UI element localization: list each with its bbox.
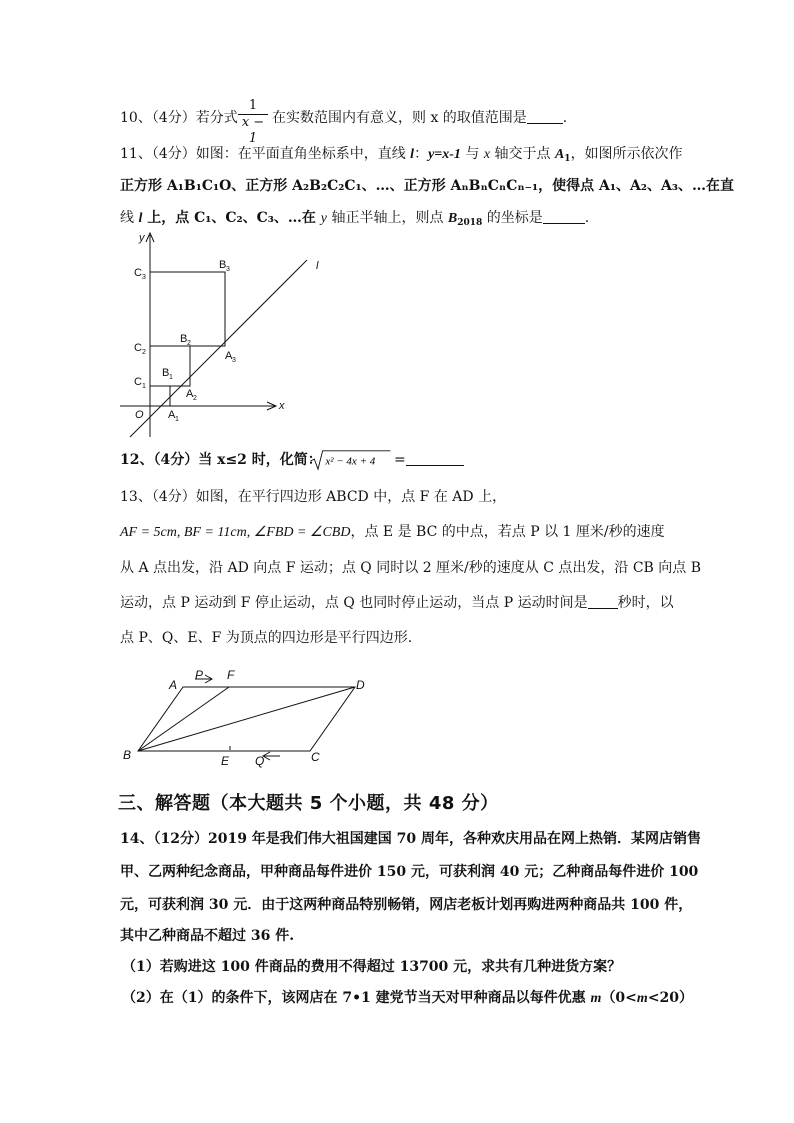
q13-text: 运动，点 P 运动到 F 停止运动，点 Q 也同时停止运动，当点 P 运动时间是 bbox=[120, 595, 588, 611]
label-a3-sub: 3 bbox=[232, 357, 236, 364]
question-14-line-3: 元，可获利润 30 元．由于这两种商品特别畅销，网店老板计划再购进两种商品共 100 件， bbox=[120, 897, 693, 913]
q10-suffix: 在实数范围内有意义，则 x 的取值范围是 bbox=[272, 110, 527, 126]
q12-radicand: x² − 4x + 4 bbox=[325, 455, 376, 468]
label-b: B bbox=[123, 748, 132, 762]
q10-fraction-numerator: 1 bbox=[248, 98, 258, 113]
label-e: E bbox=[221, 754, 230, 768]
q12-equals: = bbox=[394, 452, 406, 468]
question-12 bbox=[120, 450, 322, 470]
q11-point-b: B bbox=[447, 211, 458, 226]
label-c: C bbox=[311, 750, 320, 764]
question-10 bbox=[120, 108, 238, 128]
q11-text: 的坐标是 bbox=[482, 210, 543, 226]
segment-bf bbox=[138, 687, 229, 751]
label-b3: B bbox=[219, 259, 227, 271]
label-p: P bbox=[195, 668, 204, 682]
q13-text: ，点 E 是 BC 的中点，若点 P 以 1 厘米/秒的速度 bbox=[350, 524, 665, 540]
q14-sub2-text: <20） bbox=[647, 990, 694, 1006]
q11-point-a1-sub: 1 bbox=[564, 154, 571, 164]
q10-fraction-denominator: x − 1 bbox=[241, 115, 265, 146]
figure-parallelogram bbox=[115, 665, 375, 775]
q12-prefix: 12、（4分）当 x≤2 时，化简： bbox=[120, 452, 322, 468]
question-13-line-2 bbox=[120, 522, 665, 543]
q11-text: 线 bbox=[120, 210, 139, 226]
section-3-heading: 三、解答题（本大题共 5 个小题，共 48 分） bbox=[118, 793, 499, 814]
label-a3: A bbox=[225, 350, 233, 362]
q10-prefix: 10、（4分）若分式 bbox=[120, 110, 238, 126]
q11-line-l: l bbox=[138, 211, 143, 226]
label-x: x bbox=[279, 400, 285, 412]
q10-fraction bbox=[238, 98, 268, 147]
label-b1: B bbox=[162, 367, 170, 379]
square-3 bbox=[150, 272, 225, 346]
q11-text: 与 bbox=[460, 146, 484, 162]
question-11-line-1 bbox=[120, 144, 683, 169]
label-b2-sub: 2 bbox=[187, 340, 191, 347]
q11-point-b-sub: 2018 bbox=[457, 218, 483, 228]
q11-text: 上，点 C₁、C₂、C₃、…在 bbox=[142, 210, 321, 226]
q11-y: y bbox=[320, 211, 328, 226]
label-l: l bbox=[316, 260, 319, 272]
q10-answer-blank bbox=[527, 109, 563, 124]
q12-sqrt-sign bbox=[306, 449, 396, 471]
question-11-line-2: 正方形 A₁B₁C₁O、正方形 A₂B₂C₂C₁、…、正方形 AₙBₙCₙCₙ₋₁，使得点 A₁、A₂、A₃、…在直 bbox=[120, 178, 734, 194]
question-14-sub-2 bbox=[122, 988, 693, 1009]
question-13-line-4 bbox=[120, 593, 674, 613]
label-a2-sub: 2 bbox=[193, 395, 197, 402]
label-b3-sub: 3 bbox=[226, 266, 230, 273]
question-13-line-5: 点 P、Q、E、F 为顶点的四边形是平行四边形. bbox=[120, 630, 413, 646]
label-c3-sub: 3 bbox=[142, 274, 146, 281]
label-c1-sub: 1 bbox=[142, 383, 146, 390]
q11-point-a1: A bbox=[554, 147, 565, 162]
q11-text: 轴交于点 bbox=[490, 146, 555, 162]
label-q: Q bbox=[255, 754, 265, 768]
q11-text: ： bbox=[414, 146, 429, 162]
label-c2-sub: 2 bbox=[142, 349, 146, 356]
q11-text: 轴正半轴上，则点 bbox=[327, 210, 448, 226]
question-14-line-2: 甲、乙两种纪念商品，甲种商品每件进价 150 元，可获利润 40 元；乙种商品每件进价 100 bbox=[120, 864, 699, 880]
question-10-rest bbox=[272, 108, 567, 128]
label-y: y bbox=[139, 232, 145, 244]
q13-text: 秒时，以 bbox=[617, 595, 674, 611]
label-a1-sub: 1 bbox=[175, 416, 179, 423]
q14-sub2-m: m bbox=[636, 991, 648, 1006]
q13-answer-blank bbox=[588, 594, 618, 609]
label-c1: C bbox=[134, 376, 142, 388]
figure-squares-on-line bbox=[115, 225, 335, 440]
q11-line-l: l bbox=[410, 147, 415, 162]
label-f: F bbox=[227, 668, 235, 682]
q14-sub2-text: （0< bbox=[601, 990, 637, 1006]
square-1 bbox=[150, 386, 170, 406]
label-a: A bbox=[169, 678, 178, 692]
label-a2: A bbox=[186, 388, 194, 400]
question-13-line-1: 13、（4分）如图，在平行四边形 ABCD 中，点 F 在 AD 上， bbox=[120, 489, 507, 505]
q12-answer-blank bbox=[406, 451, 464, 466]
question-14-sub-1: （1）若购进这 100 件商品的费用不得超过 13700 元，求共有几种进货方案？ bbox=[122, 959, 622, 975]
q11-equation: y=x-1 bbox=[428, 147, 461, 162]
label-d: D bbox=[356, 678, 365, 692]
question-14-line-4: 其中乙种商品不超过 36 件. bbox=[120, 928, 295, 944]
q13-given-math: AF = 5cm, BF = 11cm, ∠FBD = ∠CBD bbox=[120, 525, 351, 540]
label-o: O bbox=[135, 409, 144, 421]
q11-text: 11、（4分）如图：在平面直角坐标系中，直线 bbox=[120, 146, 411, 162]
label-a1: A bbox=[168, 409, 176, 421]
question-12-answer bbox=[394, 450, 464, 470]
label-b2: B bbox=[180, 333, 188, 345]
label-c2: C bbox=[134, 342, 142, 354]
q14-sub2-text: （2）在（1）的条件下，该网店在 7•1 建党节当天对甲种商品以每件优惠 bbox=[122, 990, 591, 1006]
label-c3: C bbox=[134, 267, 142, 279]
question-14-line-1: 14、（12分）2019 年是我们伟大祖国建国 70 周年，各种欢庆用品在网上热销．某网店销售 bbox=[120, 831, 702, 847]
q11-answer-blank bbox=[543, 209, 585, 224]
q14-sub2-m: m bbox=[590, 991, 602, 1006]
segment-bd bbox=[138, 687, 355, 751]
q11-end: . bbox=[584, 210, 590, 226]
question-13-line-3: 从 A 点出发，沿 AD 向点 F 运动；点 Q 同时以 2 厘米/秒的速度从 C 点出发，沿 CB 向点 B bbox=[120, 560, 702, 576]
q11-text: ，如图所示依次作 bbox=[570, 146, 683, 162]
q11-x: x bbox=[483, 147, 491, 162]
q10-end: . bbox=[562, 110, 568, 126]
label-b1-sub: 1 bbox=[169, 374, 173, 381]
